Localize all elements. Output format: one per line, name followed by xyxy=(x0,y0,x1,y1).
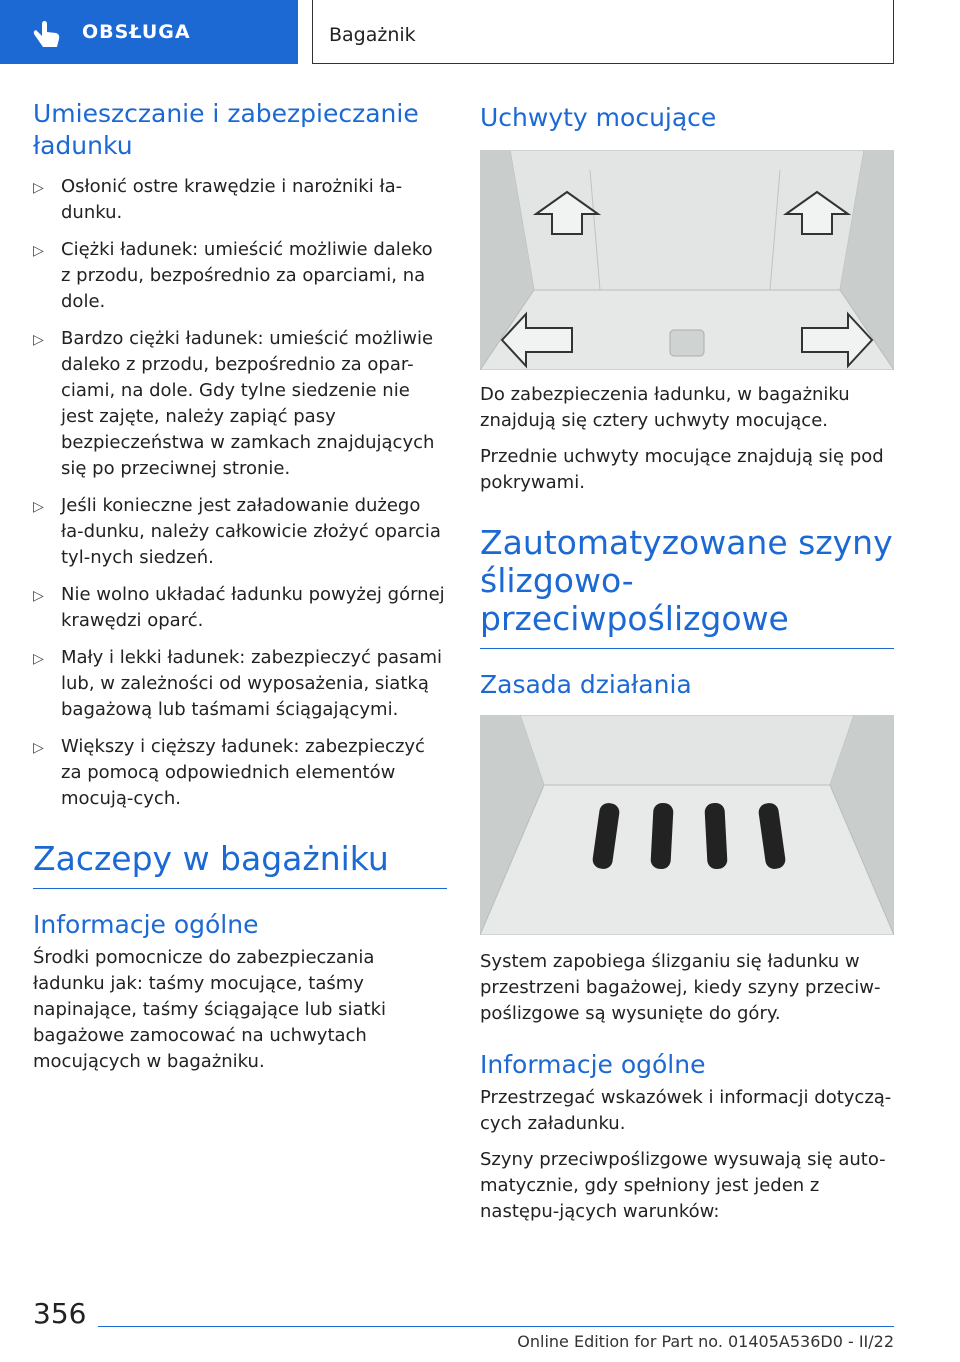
anti-slip-rails-photo xyxy=(480,715,894,935)
triangle-bullet-icon: ▷ xyxy=(33,651,44,667)
triangle-bullet-icon: ▷ xyxy=(33,740,44,756)
list-item: ▷ Mały i lekki ładunek: zabezpieczyć pasami lub, w zależności od wyposażenia, siatką bagażową lub taśmami ściągającymi. xyxy=(33,647,443,720)
list-item: ▷ Jeśli konieczne jest załadowanie dużego ła-dunku, należy całkowicie złożyć oparcia tyl-nych siedzeń. xyxy=(33,495,441,568)
list-item: ▷ Nie wolno układać ładunku powyżej górnej krawędzi oparć. xyxy=(33,584,445,631)
general-text-right-2: Szyny przeciwpoślizgowe wysuwają się auto-matycznie, gdy spełniony jest jeden z następu-jących warunków: xyxy=(480,1149,886,1222)
trunk-anchors-photo xyxy=(480,150,894,370)
trunk-illustration xyxy=(480,150,894,370)
footer-divider xyxy=(98,1326,894,1327)
heading-general-left: Informacje ogólne xyxy=(33,910,259,939)
triangle-bullet-icon: ▷ xyxy=(33,499,44,515)
page-number: 356 xyxy=(33,1297,87,1330)
heading-general-right: Informacje ogólne xyxy=(480,1050,706,1079)
triangle-bullet-icon: ▷ xyxy=(33,332,44,348)
triangle-bullet-icon: ▷ xyxy=(33,243,44,259)
anchors-text-2: Przednie uchwyty mocujące znajdują się pod pokrywami. xyxy=(480,446,884,493)
heading-hooks: Zaczepy w bagażniku xyxy=(33,840,447,889)
general-text-right-1: Przestrzegać wskazówek i informacji dotyczą-cych załadunku. xyxy=(480,1087,892,1134)
hand-pointer-icon xyxy=(28,12,68,52)
principle-text: System zapobiega ślizganiu się ładunku w przestrzeni bagażowej, kiedy szyny przeciw-poślizgowe są wysunięte do góry. xyxy=(480,951,881,1024)
triangle-bullet-icon: ▷ xyxy=(33,180,44,196)
page-title: Bagażnik xyxy=(329,24,416,46)
heading-principle: Zasada działania xyxy=(480,670,692,699)
list-item: ▷ Ciężki ładunek: umieścić możliwie daleko z przodu, bezpośrednio za oparciami, na dole. xyxy=(33,239,433,312)
list-item: ▷ Bardzo ciężki ładunek: umieścić możliwie daleko z przodu, bezpośrednio za opar-ciami, na dole. Gdy tylne siedzenie nie jest zajęte, należy zapiąć pasy bezpieczeństwa w zamkach znajdujących się po przeciwnej stronie. xyxy=(33,328,435,479)
anchors-text-1: Do zabezpieczenia ładunku, w bagażniku znajdują się cztery uchwyty mocujące. xyxy=(480,384,850,431)
list-item: ▷ Osłonić ostre krawędzie i narożniki ła-dunku. xyxy=(33,176,403,223)
right-column xyxy=(480,98,894,1225)
bullet-list xyxy=(33,174,447,812)
general-text-left: Środki pomocnicze do zabezpieczania ładunku jak: taśmy mocujące, taśmy napinające, taśmy ściągające lub siatki bagażowe zamocować na uchwytach mocujących w bagażniku. xyxy=(33,947,387,1072)
section-label: OBSŁUGA xyxy=(82,21,191,43)
heading-anchors: Uchwyty mocujące xyxy=(480,103,717,132)
heading-rails: Zautomatyzowane szyny ślizgowo-przeciwpoślizgowe xyxy=(480,524,894,649)
edition-footer: Online Edition for Part no. 01405A536D0 - II/22 xyxy=(517,1332,894,1351)
page-header xyxy=(312,0,894,64)
triangle-bullet-icon: ▷ xyxy=(33,588,44,604)
list-item: ▷ Większy i cięższy ładunek: zabezpieczyć za pomocą odpowiednich elementów mocują-cych. xyxy=(33,736,425,809)
section-tab xyxy=(0,0,298,64)
left-column xyxy=(33,98,447,1075)
rails-illustration xyxy=(480,715,894,935)
heading-loading: Umieszczanie i zabezpieczanie ładunku xyxy=(33,99,419,160)
